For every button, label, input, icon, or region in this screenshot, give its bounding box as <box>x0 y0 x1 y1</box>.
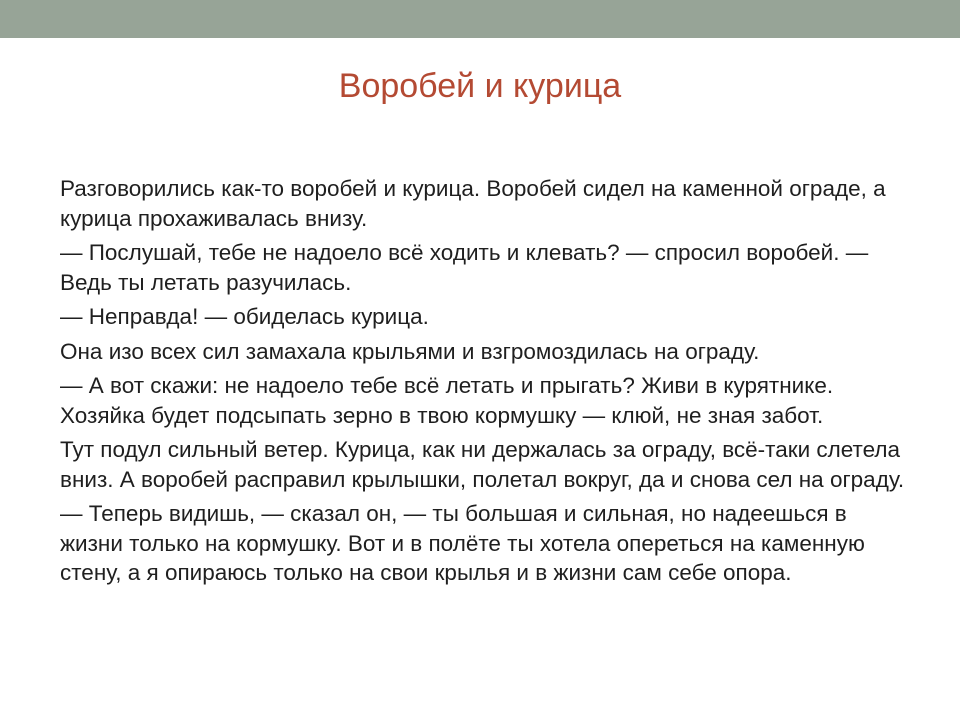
paragraph-7: — Теперь видишь, — сказал он, — ты большая и сильная, но надеешься в жизни только на кормушку. Вот и в полёте ты хотела опереться на каменную стену, а я опираюсь только на свои крылья и в жизни сам себе опора. <box>60 501 865 585</box>
top-decorative-bar <box>0 0 960 38</box>
paragraph-1: Разговорились как-то воробей и курица. Воробей сидел на каменной ограде, а курица прохаживалась внизу. <box>60 176 886 231</box>
paragraph-5: — А вот скажи: не надоело тебе всё летать и прыгать? Живи в курятнике. Хозяйка будет подсыпать зерно в твою кормушку — клюй, не зная забот. <box>60 373 834 428</box>
paragraph-3: — Неправда! — обиделась курица. <box>60 304 429 329</box>
paragraph-2: — Послушай, тебе не надоело всё ходить и клевать? — спросил воробей. — Ведь ты летать разучилась. <box>60 240 869 295</box>
slide-title: Воробей и курица <box>338 67 622 105</box>
paragraph-6: Тут подул сильный ветер. Курица, как ни держалась за ограду, всё-таки слетела вниз. А воробей расправил крылышки, полетал вокруг, да и снова сел на ограду. <box>60 437 905 492</box>
slide-body <box>60 174 910 593</box>
paragraph-4: Она изо всех сил замахала крыльями и взгромоздилась на ограду. <box>60 338 760 364</box>
